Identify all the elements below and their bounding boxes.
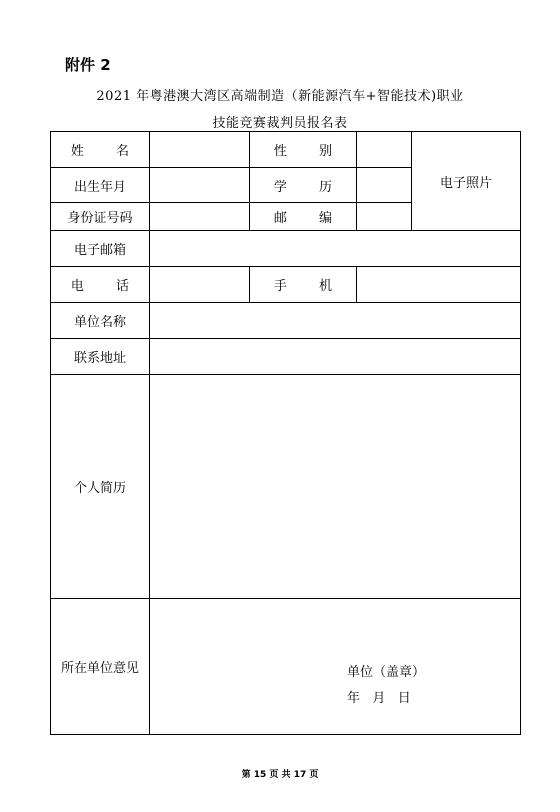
opinion-field[interactable]: [150, 599, 521, 735]
page-footer: 第 15 页 共 17 页: [241, 770, 319, 780]
seal-unit-text: 单位（盖章）: [347, 665, 426, 680]
form-title-line2: 技能竞赛裁判员报名表: [212, 116, 348, 131]
phone-label: 电 话: [51, 267, 150, 303]
registration-form-table: [50, 131, 521, 735]
address-field[interactable]: [150, 339, 521, 375]
attachment-label: 附件 2: [65, 56, 111, 74]
id-number-field[interactable]: [150, 203, 250, 231]
name-field[interactable]: [150, 132, 250, 168]
postcode-label: 邮 编: [250, 203, 357, 231]
org-name-field[interactable]: [150, 303, 521, 339]
photo-label: 电子照片: [439, 175, 492, 191]
form-title-line1: 2021 年粤港澳大湾区高端制造（新能源汽车+智能技术)职业: [96, 89, 464, 104]
education-label: 学 历: [250, 168, 357, 203]
email-label: 电子邮箱: [51, 231, 150, 267]
birth-label: 出生年月: [51, 168, 150, 203]
name-label: 姓 名: [51, 132, 150, 168]
org-name-label: 单位名称: [51, 303, 150, 339]
opinion-label: 所在单位意见: [51, 599, 150, 735]
photo-cell[interactable]: [412, 132, 521, 231]
mobile-label: 手 机: [250, 267, 357, 303]
gender-field[interactable]: [357, 132, 412, 168]
address-label: 联系地址: [51, 339, 150, 375]
gender-label: 性 别: [250, 132, 357, 168]
birth-field[interactable]: [150, 168, 250, 203]
seal-date-text: 年 月 日: [347, 691, 411, 706]
resume-field[interactable]: [150, 375, 521, 599]
id-number-label: 身份证号码: [51, 203, 150, 231]
education-field[interactable]: [357, 168, 412, 203]
phone-field[interactable]: [150, 267, 250, 303]
postcode-field[interactable]: [357, 203, 412, 231]
email-field[interactable]: [150, 231, 521, 267]
resume-label: 个人简历: [51, 375, 150, 599]
mobile-field[interactable]: [357, 267, 521, 303]
